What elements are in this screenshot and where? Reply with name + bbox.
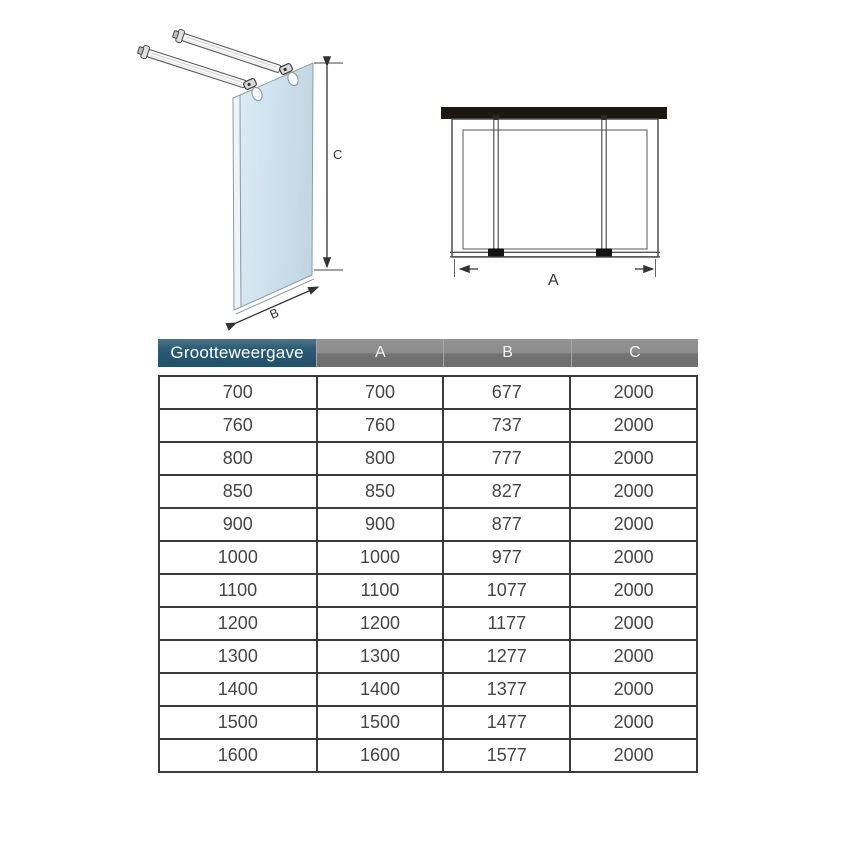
- size-table-header: [158, 339, 698, 367]
- table-row: [159, 640, 697, 673]
- stabilizer-rod: [601, 115, 607, 252]
- cell-c: 2000: [570, 673, 697, 706]
- table-row: [159, 541, 697, 574]
- cell-size: 1000: [159, 541, 317, 574]
- table-row: [159, 508, 697, 541]
- dimension-a: [455, 259, 656, 289]
- table-row: [159, 607, 697, 640]
- table-row: [159, 574, 697, 607]
- size-table-section: [158, 339, 698, 773]
- front-view-diagram: [420, 85, 710, 300]
- cell-size: 1300: [159, 640, 317, 673]
- cell-a: 1200: [317, 607, 444, 640]
- cell-b: 777: [443, 442, 570, 475]
- cell-size: 1200: [159, 607, 317, 640]
- cell-c: 2000: [570, 442, 697, 475]
- cell-size: 1400: [159, 673, 317, 706]
- top-support-bar: [441, 107, 667, 119]
- table-row: [159, 475, 697, 508]
- column-header-b: B: [443, 339, 570, 367]
- cell-size: 1100: [159, 574, 317, 607]
- cell-c: 2000: [570, 640, 697, 673]
- cell-b: 1277: [443, 640, 570, 673]
- cell-a: 800: [317, 442, 444, 475]
- cell-a: 700: [317, 376, 444, 409]
- cell-c: 2000: [570, 607, 697, 640]
- isometric-glass-panel-diagram: [100, 18, 385, 333]
- dimension-b-label: B: [267, 305, 281, 322]
- dimension-c-label: C: [333, 147, 343, 162]
- cell-a: 1000: [317, 541, 444, 574]
- cell-c: 2000: [570, 376, 697, 409]
- cell-a: 900: [317, 508, 444, 541]
- glass-outline-outer: [452, 119, 658, 257]
- table-row: [159, 376, 697, 409]
- cell-size: 800: [159, 442, 317, 475]
- cell-c: 2000: [570, 574, 697, 607]
- table-row: [159, 706, 697, 739]
- cell-c: 2000: [570, 508, 697, 541]
- cell-size: 700: [159, 376, 317, 409]
- cell-b: 977: [443, 541, 570, 574]
- table-row: [159, 442, 697, 475]
- cell-c: 2000: [570, 739, 697, 772]
- cell-b: 827: [443, 475, 570, 508]
- cell-c: 2000: [570, 409, 697, 442]
- stabilizer-rod: [493, 115, 499, 252]
- cell-a: 1500: [317, 706, 444, 739]
- cell-size: 850: [159, 475, 317, 508]
- cell-size: 760: [159, 409, 317, 442]
- cell-size: 1600: [159, 739, 317, 772]
- cell-b: 1577: [443, 739, 570, 772]
- glass-outline-inner: [463, 130, 647, 249]
- table-row: [159, 739, 697, 772]
- table-row: [159, 673, 697, 706]
- dimension-c: [314, 63, 343, 270]
- table-row: [159, 409, 697, 442]
- bottom-rail: [450, 249, 660, 257]
- dimension-a-label: A: [548, 272, 559, 289]
- rail-foot-icon: [596, 249, 612, 257]
- size-table: [158, 375, 698, 773]
- glass-panel: [240, 63, 313, 307]
- cell-a: 1400: [317, 673, 444, 706]
- cell-size: 900: [159, 508, 317, 541]
- cell-a: 760: [317, 409, 444, 442]
- cell-b: 1377: [443, 673, 570, 706]
- size-table-body: [159, 376, 697, 772]
- cell-c: 2000: [570, 541, 697, 574]
- cell-b: 677: [443, 376, 570, 409]
- size-table-title: Grootteweergave: [158, 339, 316, 367]
- cell-a: 1100: [317, 574, 444, 607]
- cell-a: 1600: [317, 739, 444, 772]
- cell-b: 877: [443, 508, 570, 541]
- cell-size: 1500: [159, 706, 317, 739]
- cell-b: 1477: [443, 706, 570, 739]
- cell-c: 2000: [570, 475, 697, 508]
- cell-c: 2000: [570, 706, 697, 739]
- cell-b: 737: [443, 409, 570, 442]
- cell-b: 1077: [443, 574, 570, 607]
- column-header-a: A: [316, 339, 443, 367]
- cell-a: 1300: [317, 640, 444, 673]
- cell-a: 850: [317, 475, 444, 508]
- rail-foot-icon: [488, 249, 504, 257]
- column-header-c: C: [571, 339, 698, 367]
- cell-b: 1177: [443, 607, 570, 640]
